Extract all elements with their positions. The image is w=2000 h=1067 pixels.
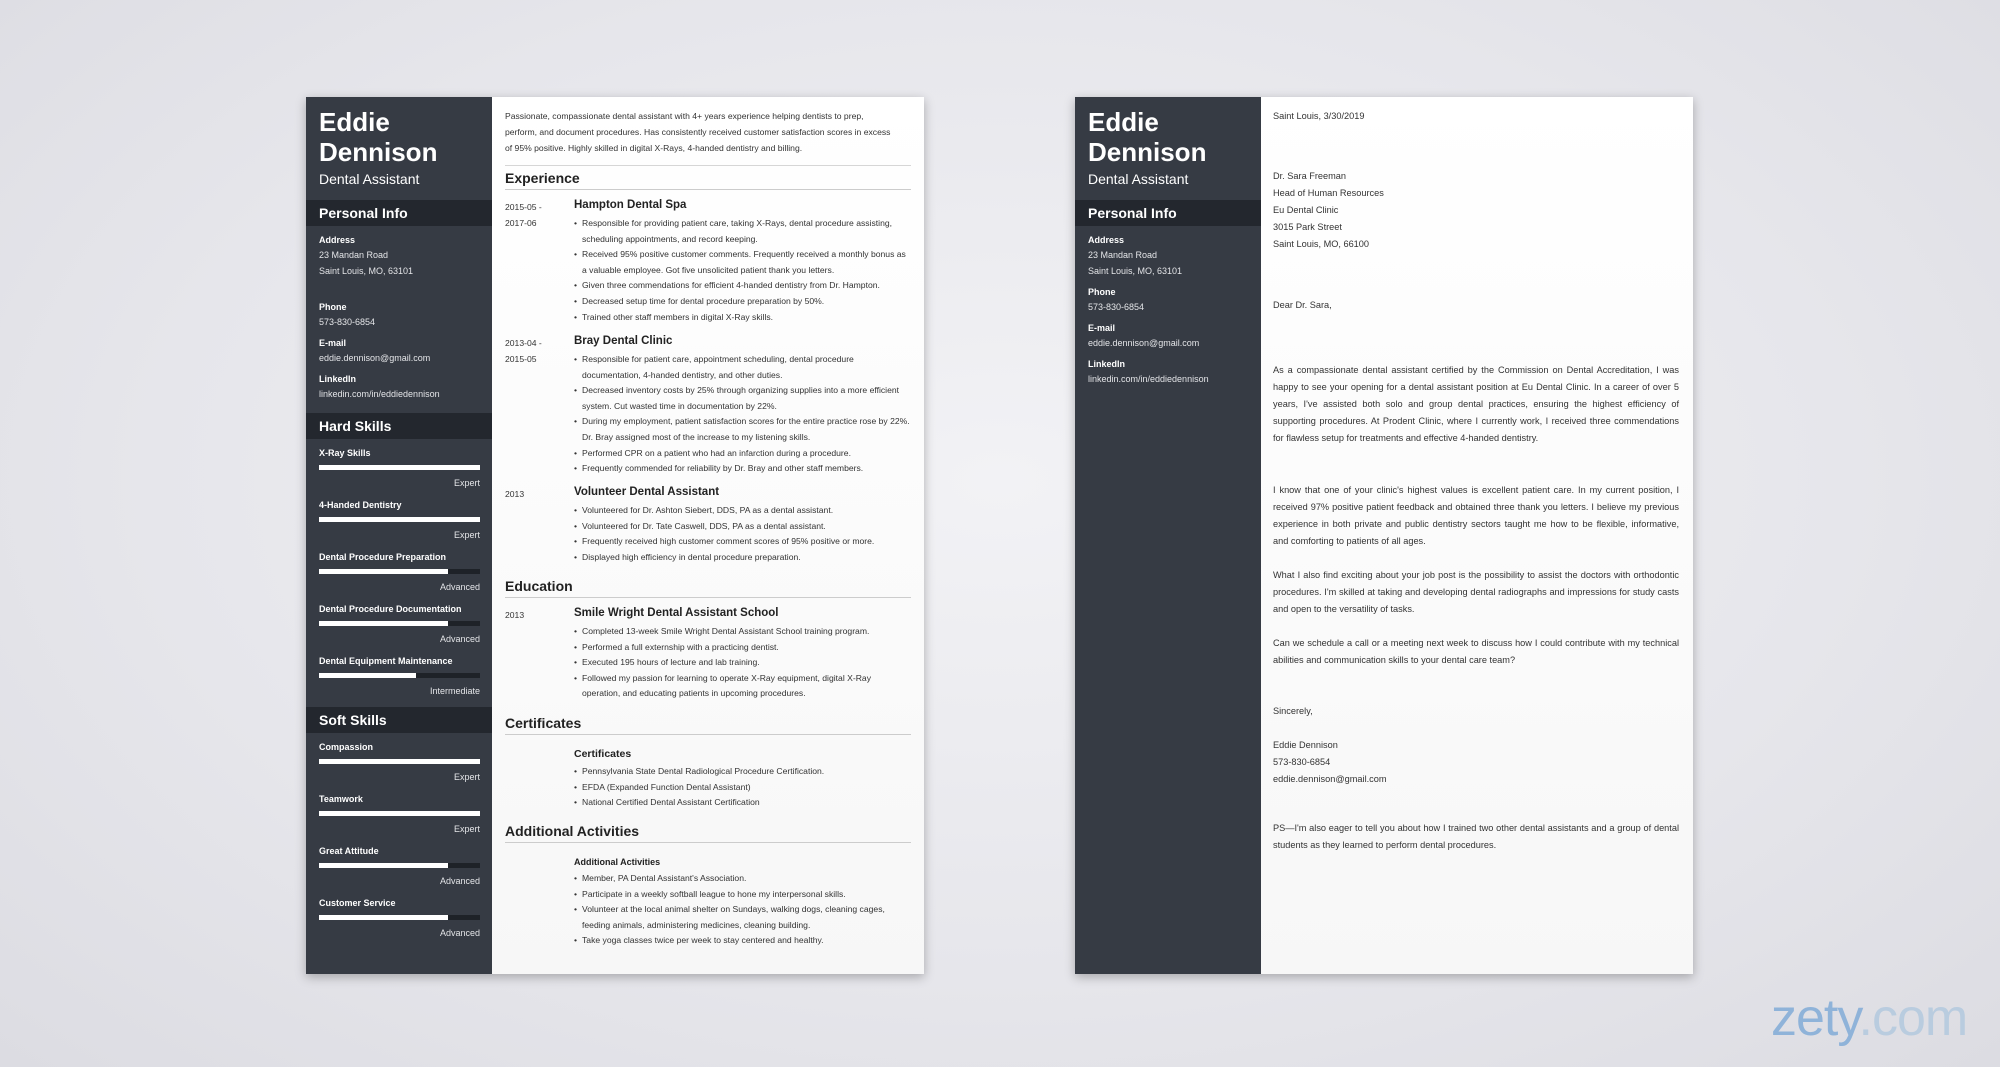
entry-date: 2013 [505,610,525,620]
entry-bullets [574,503,910,565]
letter-sidebar [1075,97,1261,974]
skill-level: Intermediate [429,686,480,696]
email-value: eddie.dennison@gmail.com [319,353,431,363]
bullet-item: • Volunteered for Dr. Ashton Siebert, DDS, PA as a dental assistant. [574,503,910,519]
skill-bar-fill [319,863,448,868]
education-heading: Education [505,578,911,598]
skill-bar-fill [319,465,480,470]
entry-bullets [574,764,910,811]
entry-bullets [574,216,910,325]
phone-value: 573-830-6854 [1088,302,1145,312]
phone-label: Phone [1088,287,1116,297]
experience-heading: Experience [505,170,911,190]
entry-date: 2013 [505,489,525,499]
body-paragraph: As a compassionate dental assistant certified by the Commission on Dental Accreditation, I was happy to see your opening for a dental assistant position at Eu Dental Clinic. In a career of over 5 years, I've assisted both solo and group dental practices, ensuring the highest efficiency of supporting procedures. At Prodent Clinic, where I currently work, I received three commendations for flawless setup for treatments and effective 4-handed dentistry. [1273,365,1679,443]
summary-divider [505,165,911,166]
skill-bar-fill [319,915,448,920]
personal-info-heading: Personal Info [1075,200,1261,226]
recipient-line: 3015 Park Street [1273,222,1342,232]
linkedin-value: linkedin.com/in/eddiedennison [1088,374,1209,384]
skill-bar [319,759,480,764]
skill-bar-fill [319,621,448,626]
activities-heading: Additional Activities [505,823,911,843]
signature-email: eddie.dennison@gmail.com [1273,774,1387,784]
address-line-2: Saint Louis, MO, 63101 [1088,266,1183,276]
closing: Sincerely, [1273,706,1313,716]
letter-role: Dental Assistant [1088,171,1189,187]
recipient-line: Dr. Sara Freeman [1273,171,1347,181]
bullet-item: • Take yoga classes twice per week to stay centered and healthy. [574,933,910,949]
bullet-item: • National Certified Dental Assistant Certification [574,795,910,811]
email-value: eddie.dennison@gmail.com [1088,338,1200,348]
skill-bar [319,811,480,816]
letter-name: Eddie Dennison [1088,107,1207,167]
skill-bar-fill [319,759,480,764]
address-label: Address [1088,235,1125,245]
letter-body [1261,97,1693,974]
skill-level: Expert [453,824,480,834]
bullet-item: • Performed CPR on a patient who had an infarction during a procedure. [574,446,910,462]
signature-phone: 573-830-6854 [1273,757,1331,767]
postscript: PS—I'm also eager to tell you about how I trained two other dental assistants and a group of dental students as they learned to perform dental procedures. [1273,823,1679,850]
skill-level: Expert [453,478,480,488]
address-line-2: Saint Louis, MO, 63101 [319,266,414,276]
skill-level: Advanced [439,634,480,644]
entry-title: Additional Activities [574,857,661,867]
email-label: E-mail [1088,323,1116,333]
body-paragraph: I know that one of your clinic's highest values is excellent patient care. In my current position, I received 97% positive patient feedback and obtained three thank you letters. I believe my previous experience in both private and public dentistry sectors taught me how to be flexible, informative, and comforting to patients of all ages. [1273,485,1679,546]
bullet-item: • Completed 13-week Smile Wright Dental Assistant School training program. [574,624,910,640]
skill-name: Dental Equipment Maintenance [319,656,453,666]
skill-bar-fill [319,569,448,574]
bullet-item: • Executed 195 hours of lecture and lab training. [574,655,910,671]
skill-name: Dental Procedure Documentation [319,604,462,614]
entry-date: 2015-05 - 2017-06 [505,202,542,228]
bullet-item: • During my employment, patient satisfaction scores for the entire practice rose by 22%. Dr. Bray assigned most of the increase to my listening skills. [574,414,910,445]
bullet-item: • Frequently commended for reliability by Dr. Bray and other staff members. [574,461,910,477]
bullet-item: • Decreased setup time for dental procedure preparation by 50%. [574,294,910,310]
skill-bar [319,569,480,574]
recipient-line: Head of Human Resources [1273,188,1384,198]
resume-summary: Passionate, compassionate dental assistant with 4+ years experience helping dentists to prep, perform, and document procedures. Has consistently received customer satisfaction scores in excess of 95% positive. Highly skilled in digital X-Rays, 4-handed dentistry and billing. [505,111,891,153]
bullet-item: • Participate in a weekly softball league to hone my interpersonal skills. [574,887,910,903]
phone-label: Phone [319,302,347,312]
skill-level: Expert [453,530,480,540]
entry-title: Bray Dental Clinic [574,335,673,347]
recipient-line: Eu Dental Clinic [1273,205,1339,215]
letter-date: Saint Louis, 3/30/2019 [1273,111,1365,121]
skill-level: Advanced [439,582,480,592]
entry-title: Volunteer Dental Assistant [574,486,720,498]
bullet-item: • Displayed high efficiency in dental procedure preparation. [574,550,910,566]
resume-sidebar [306,97,492,974]
skill-bar [319,621,480,626]
skill-level: Expert [453,772,480,782]
skill-name: Dental Procedure Preparation [319,552,447,562]
skill-bar [319,673,480,678]
soft-skills-heading: Soft Skills [306,707,492,733]
bullet-item: • Pennsylvania State Dental Radiological Procedure Certification. [574,764,910,780]
linkedin-label: LinkedIn [319,374,357,384]
skill-bar [319,915,480,920]
entry-title: Hampton Dental Spa [574,199,687,211]
entry-bullets [574,624,910,702]
body-paragraph: Can we schedule a call or a meeting next week to discuss how I could contribute with my technical abilities and communication skills to your dental care team? [1273,638,1679,665]
signature-name: Eddie Dennison [1273,740,1338,750]
skill-name: X-Ray Skills [319,448,371,458]
resume-name: Eddie Dennison [319,107,438,167]
skill-bar-fill [319,673,416,678]
email-label: E-mail [319,338,347,348]
address-line-1: 23 Mandan Road [1088,250,1158,260]
bullet-item: • Responsible for providing patient care, taking X-Rays, dental procedure assisting, scheduling appointments, and record keeping. [574,216,910,247]
entry-title: Certificates [574,748,632,760]
bullet-item: • Trained other staff members in digital X-Ray skills. [574,310,910,326]
recipient-block [1273,168,1679,253]
signature-block [1273,737,1679,788]
skill-bar [319,863,480,868]
recipient-line: Saint Louis, MO, 66100 [1273,239,1370,249]
skill-name: 4-Handed Dentistry [319,500,402,510]
skill-level: Advanced [439,928,480,938]
skill-bar [319,517,480,522]
entry-title: Smile Wright Dental Assistant School [574,607,779,619]
linkedin-value: linkedin.com/in/eddiedennison [319,389,440,399]
address-line-1: 23 Mandan Road [319,250,389,260]
bullet-item: • Member, PA Dental Assistant's Association. [574,871,910,887]
bullet-item: • Received 95% positive customer comments. Frequently received a monthly bonus as a valuable employee. Got five unsolicited patient thank you letters. [574,247,910,278]
skill-bar-fill [319,517,480,522]
bullet-item: • Performed a full externship with a practicing dentist. [574,640,910,656]
bullet-item: • EFDA (Expanded Function Dental Assistant) [574,780,910,796]
address-label: Address [319,235,356,245]
bullet-item: • Responsible for patient care, appointment scheduling, dental procedure documentation, 4-handed dentistry, and other duties. [574,352,910,383]
personal-info-heading: Personal Info [306,200,492,226]
skill-level: Advanced [439,876,480,886]
bullet-item: • Volunteer at the local animal shelter on Sundays, walking dogs, cleaning cages, feeding animals, administering medicines, cleaning building. [574,902,910,933]
skill-bar [319,465,480,470]
skill-name: Teamwork [319,794,363,804]
entry-date: 2013-04 - 2015-05 [505,338,542,364]
bullet-item: • Frequently received high customer comment scores of 95% positive or more. [574,534,910,550]
resume-role: Dental Assistant [319,171,420,187]
zety-logo: zety.com [1771,989,1968,1047]
cover-letter-page [1075,97,1693,974]
bullet-item: • Volunteered for Dr. Tate Caswell, DDS, PA as a dental assistant. [574,519,910,535]
entry-bullets [574,871,910,949]
skill-name: Customer Service [319,898,396,908]
greeting: Dear Dr. Sara, [1273,300,1332,310]
hard-skills-heading: Hard Skills [306,413,492,439]
entry-bullets [574,352,910,477]
body-paragraph: What I also find exciting about your job post is the possibility to assist the doctors with orthodontic procedures. I'm skilled at taking and developing dental radiographs and impressions for study casts and open to the versatility of tasks. [1273,570,1679,614]
bullet-item: • Followed my passion for learning to operate X-Ray equipment, digital X-Ray operation, and educating patients in upcoming procedures. [574,671,910,702]
skill-name: Great Attitude [319,846,379,856]
resume-page [306,97,924,974]
certificates-heading: Certificates [505,715,911,735]
linkedin-label: LinkedIn [1088,359,1126,369]
resume-main [492,97,924,974]
phone-value: 573-830-6854 [319,317,376,327]
bullet-item: • Given three commendations for efficient 4-handed dentistry from Dr. Hampton. [574,278,910,294]
bullet-item: • Decreased inventory costs by 25% through organizing supplies into a more efficient system. Cut wasted time in documentation by 22%. [574,383,910,414]
skill-bar-fill [319,811,480,816]
skill-name: Compassion [319,742,374,752]
